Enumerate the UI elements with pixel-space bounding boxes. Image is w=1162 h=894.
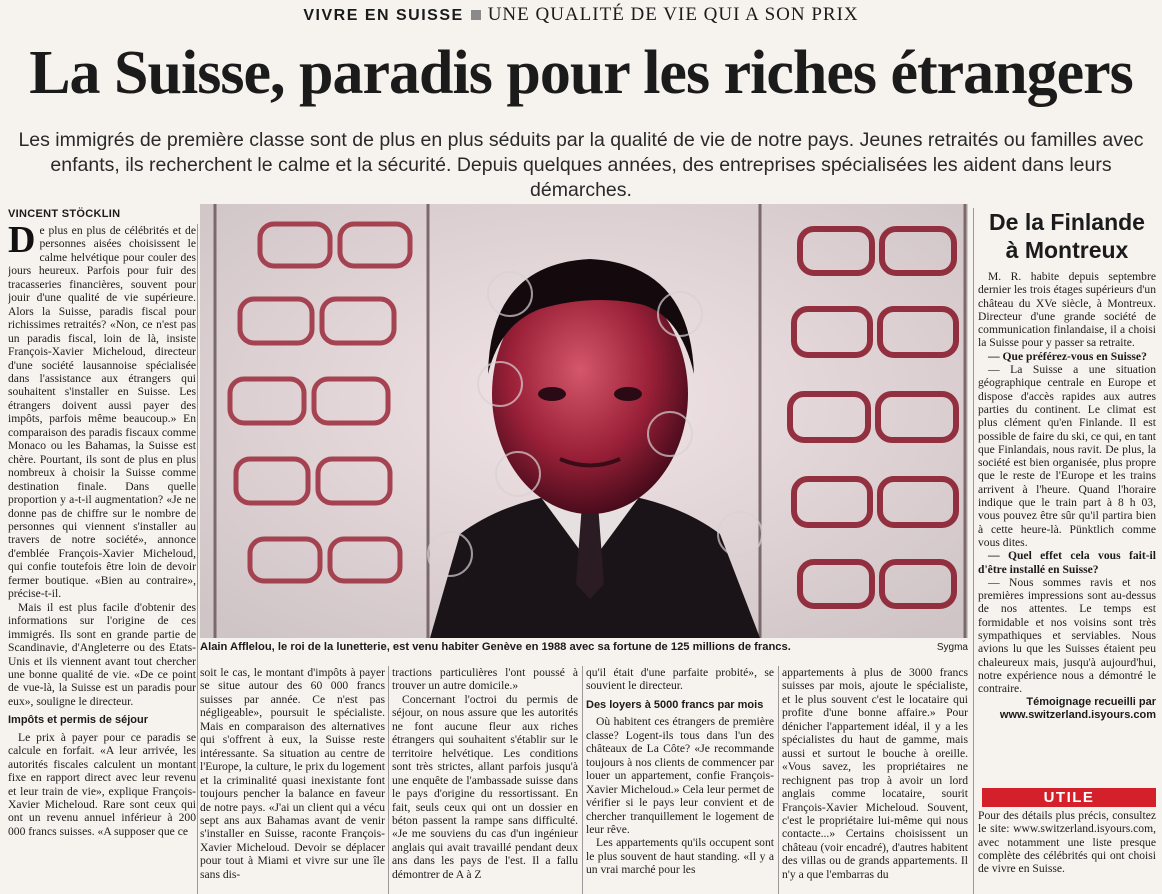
paragraph: Concernant l'octroi du permis de séjour, on nous assure que les autorités ne font aucune fleur aux riches étrangers qui souhaitent s'établir sur le territoire helvétique. Les conditions sont très strictes, allant parfois jusqu'à une enquête de l'ambassade suisse dans le pays d'origine du ressortissant. En fait, seuls ceux qui ont un dossier en béton passent la rampe sans difficulté. «Je me souviens du cas d'un ingénieur anglais qui avait travaillé pendant deux ans dans les pays de l'est. Il a fallu démontrer de A à Z xyxy=(392,692,578,881)
interview-answer: — Nous sommes ravis et nos premières impressions sont au-dessus de nos attentes. Le temps est formidable et nos voisins sont très sympathiques et serviables. Nous avions lu que les Suisses étaient peu chaleureux mais, jusqu'à aujourd'hui, notre expérience nous a démontré le contraire. xyxy=(978,575,1156,696)
paragraph: M. R. habite depuis septembre dernier les trois étages supérieurs d'un château du XVe siècle, à Montreux. Directeur d'une grande société de communication finlandaise, il a choisi la Suisse pour y passer sa retraite. xyxy=(978,270,1156,350)
utile-text: Pour des détails plus précis, consultez le site: www.switzerland.isyours.com, avec notamment une liste presque complète des célébrités qui ont choisi de vivre en Suisse. xyxy=(978,809,1156,876)
paragraph: soit le cas, le montant d'impôts à payer se situe autour des 60 000 francs suisses par année. Ce n'est pas négligeable», poursuit le spécialiste. Mais en comparaison des alternatives qui s'offrent à eux, la Suisse reste intéressante. Sa situation au centre de l'Europe, la culture, le prix du logement et la criminalité quasi inexistante font toujours pencher la balance en faveur de notre pays. «J'ai un client qui a vécu sept ans aux Bahamas avant de venir s'installer en Suisse, raconte François-Xavier Micheloud. Devoir se déplacer pour tout à Miami et vivre sur une île sans dis- xyxy=(200,666,385,881)
portrait-photo-illustration xyxy=(200,204,968,638)
subheading: Des loyers à 5000 francs par mois xyxy=(586,698,764,711)
article-photo xyxy=(200,204,968,638)
sidebar-title xyxy=(978,208,1156,264)
interview-question: — Que préférez-vous en Suisse? xyxy=(988,349,1147,363)
section-rubric: VIVRE EN SUISSE xyxy=(303,7,464,24)
paragraph xyxy=(8,224,196,601)
section-subtitle: UNE QUALITÉ DE VIE QUI A SON PRIX xyxy=(487,4,859,25)
interview-answer: — La Suisse a une situation géographique centrale en Europe et dispose d'accès rapides aux autres parties du continent. Le climat est plus clément qu'en Finlande. Il est possible de faire du ski, ce qui, en tant que Finlandais, nous ravit. De plus, la société est bien organisée, plus propre que le reste de l'Europe et les trains arrivent à l'heure. Quand l'horaire indique que le train part à 8 h 03, vous pouvez être sûr qu'il partira bien à cette heure-là. Pünktlich comme vous dites. xyxy=(978,363,1156,549)
paragraph: Le prix à payer pour ce paradis se calcule en forfait. «A leur arrivée, les autorités fiscales calculent un montant fixe en rapport direct avec leur revenu et leur train de vie», explique François-Xavier Micheloud. Rare sont ceux qui ont un revenu annuel inférieur à 200 000 francs suisses. «A supposer que ce xyxy=(8,730,196,838)
square-separator-icon xyxy=(471,10,481,20)
section-kicker xyxy=(0,4,1162,26)
paragraph: Où habitent ces étrangers de première classe? Logent-ils tous dans l'un des châteaux de La Côte? «Je recommande toujours à nos clients de commencer par louer un appartement, confie François-Xavier Micheloud.» Cela leur permet de vérifier si le pays leur convient et de chercher tranquillement le logement de leur rêve. xyxy=(586,715,774,836)
sidebar-title-line: à Montreux xyxy=(1005,237,1129,263)
article-column-3 xyxy=(392,666,578,894)
column-divider xyxy=(973,208,974,894)
sidebar-signature-url: www.switzerland.isyours.com xyxy=(999,708,1156,721)
subheading: Impôts et permis de séjour xyxy=(8,714,148,727)
paragraph: Les appartements qu'ils occupent sont le plus souvent de haut standing. «Il y a un vrai marché pour les xyxy=(586,836,774,877)
drop-cap: D xyxy=(8,224,36,261)
article-column-4 xyxy=(586,666,774,894)
paragraph: tractions particulières l'ont poussé à trouver un autre domicile.» xyxy=(392,666,578,693)
sidebar-body xyxy=(978,270,1156,788)
paragraph-text: e plus en plus de célébrités et de personnes aisées choisissent le calme helvétique pour couler des jours heureux. Parfois pour fuir des tracasseries financières, souvent pour jouir d'une qualité de vie supérieure. Alors la Suisse, paradis fiscal pour richissimes retraités? «Non, ce n'est pas un paradis fiscal, loin de là, insiste François-Xavier Micheloud, directeur d'une société lausannoise spécialisée dans l'assistance aux étrangers qui souhaitent s'installer en Suisse. Les étrangers doivent aussi payer des impôts, parfois même beaucoup.» En comparaison des paradis fiscaux comme Monaco ou les Bahamas, la Suisse est chère. Pourtant, ils sont de plus en plus nombreux à choisir la Suisse comme destination finale. Dans quelle proportion y a-t-il augmentation? «Je ne donne pas de chiffre sur le nombre de personnes qui viennent s'installer au travers de notre société», annonce d'emblée François-Xavier Micheloud, qui confie toutefois être loin de devoir fermer boutique. «Bien au contraire», précise-t-il. xyxy=(8,224,196,601)
sidebar-signature: Témoignage recueilli par xyxy=(1026,695,1156,708)
caption-text: Alain Afflelou, le roi de la lunetterie, est venu habiter Genève en 1988 avec sa fortune de 125 millions de francs. xyxy=(200,641,791,653)
interview-question: — Quel effet cela vous fait-il d'être installé en Suisse? xyxy=(978,549,1156,576)
paragraph: qu'il était d'une parfaite probité», se souvient le directeur. xyxy=(586,666,774,693)
column-divider xyxy=(197,224,198,894)
article-headline: La Suisse, paradis pour les riches étrangers xyxy=(29,39,1133,107)
paragraph: Mais il est plus facile d'obtenir des informations sur l'origine de ces immigrés. Ils sont en grande partie de Scandinavie, d'Angleterre ou des Etats-Unis et ils viennent avant tout chercher une bonne qualité de vie. «De ce point de vue-là, la Suisse est un paradis pour eux», souligne le directeur. xyxy=(8,600,196,708)
article-column-2 xyxy=(200,666,385,894)
photo-credit: Sygma xyxy=(936,642,968,653)
article-column-5 xyxy=(782,666,968,894)
sidebar-title-line: De la Finlande xyxy=(989,209,1145,235)
sidebar-box xyxy=(978,208,1156,788)
article-lead: Les immigrés de première classe sont de plus en plus séduits par la qualité de vie de notre pays. Jeunes retraités ou familles avec enfants, ils recherchent le calme et la sécurité. Depuis quelques années, des entreprises spécialisées les aident dans leurs démarches. xyxy=(18,129,1144,201)
column-divider xyxy=(778,666,779,894)
column-divider xyxy=(582,666,583,894)
article-column-1 xyxy=(8,224,196,894)
paragraph: appartements à plus de 3000 francs suisses par mois, ajoute le spécialiste, et le plus souvent c'est le locataire qui profite d'une bonne affaire.» Pour dénicher l'appartement idéal, il y a les spécialistes du haut de gamme, mais aussi et surtout le bouche à oreille. «Vous savez, les propriétaires ne rechignent pas trop à avoir un lord anglais comme locataire, sourit François-Xavier Micheloud. Souvent, c'est le propriétaire lui-même qui nous contacte...» Certains choisissent un château (voir encadré), d'autres habitent des villas ou de grands appartements. Il n'y a que l'embarras du xyxy=(782,666,968,881)
article-byline: VINCENT STÖCKLIN xyxy=(8,208,121,220)
photo-caption xyxy=(200,641,968,657)
utile-banner: UTILE xyxy=(982,788,1156,807)
column-divider xyxy=(388,666,389,894)
